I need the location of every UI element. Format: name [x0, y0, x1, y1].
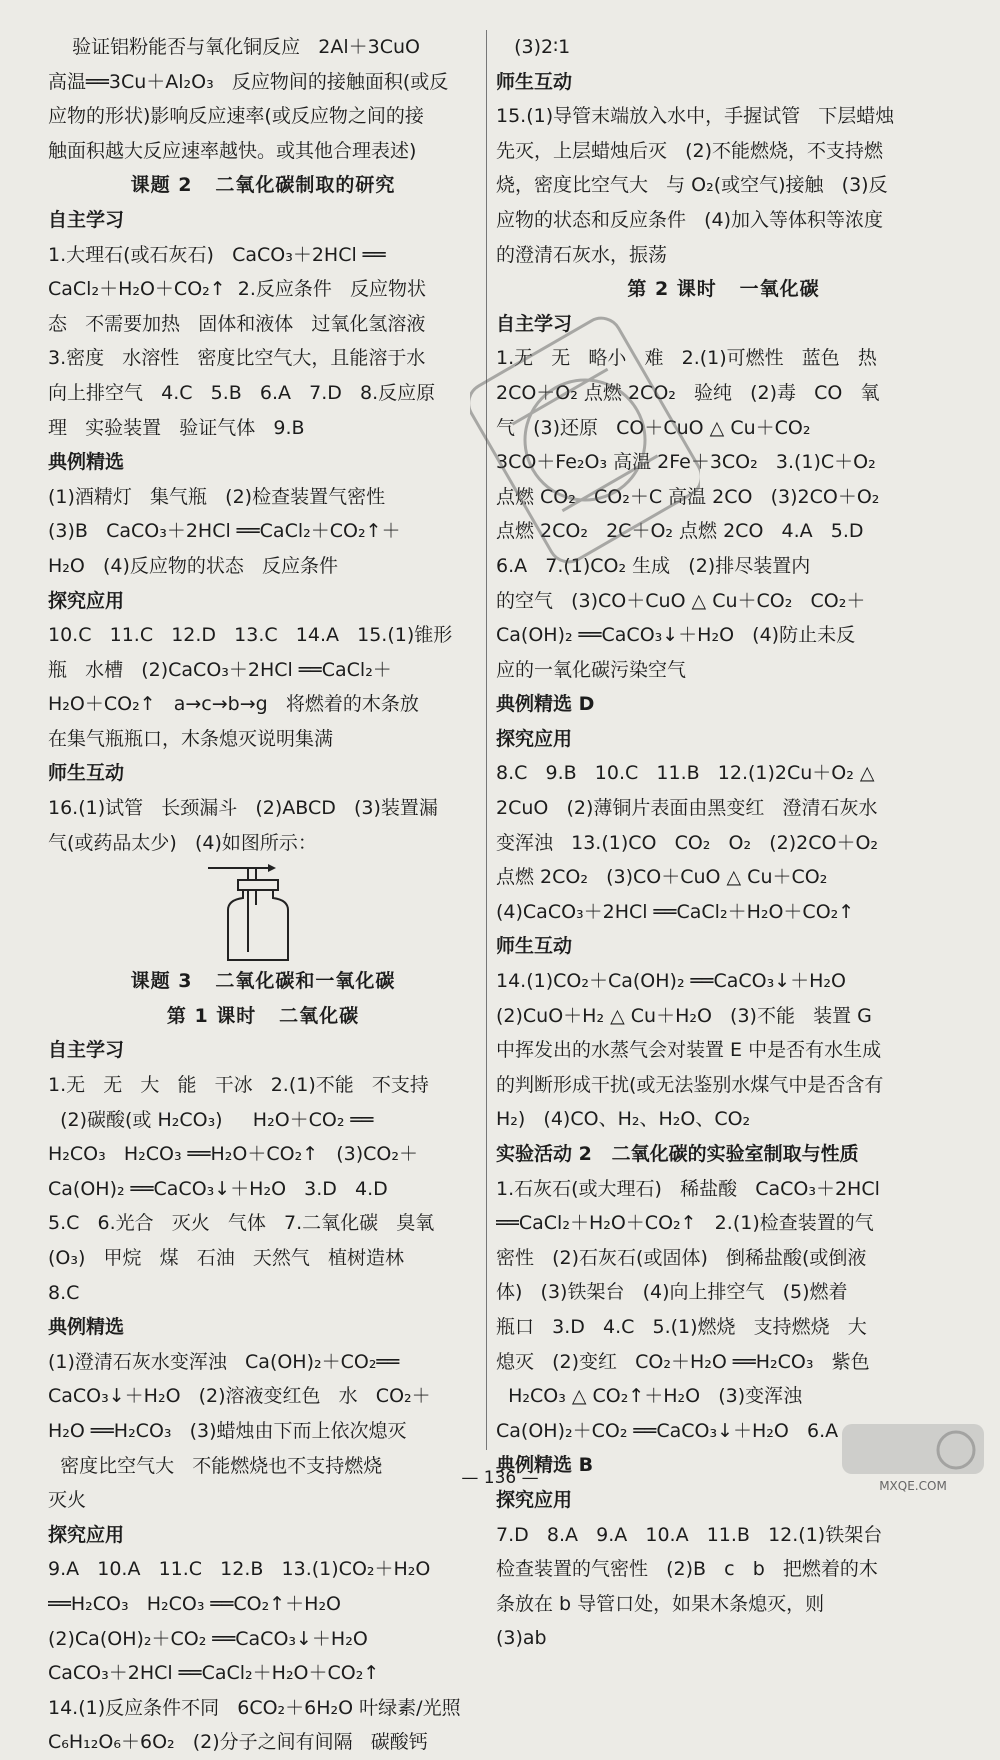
column-divider [486, 30, 487, 1450]
left-line: (2)碳酸(或 H₂CO₃) H₂O＋CO₂ ══ [48, 1108, 374, 1131]
left-line: 9.A 10.A 11.C 12.B 13.(1)CO₂＋H₂O [48, 1558, 431, 1581]
left-line: 应物的形状)影响反应速率(或反应物之间的接 [48, 105, 424, 128]
right-line: (2)CuO＋H₂ △ Cu＋H₂O (3)不能 装置 G [496, 1004, 872, 1027]
left-line: (O₃) 甲烷 煤 石油 天然气 植树造林 [48, 1247, 404, 1269]
right-line: 3CO＋Fe₂O₃ 高温 2Fe＋3CO₂ 3.(1)C＋O₂ [496, 451, 876, 474]
right-line: 点燃 2CO₂ (3)CO＋CuO △ Cu＋CO₂ [496, 866, 828, 889]
left-line: 8.C [48, 1281, 80, 1304]
left-line: (1)澄清石灰水变浑浊 Ca(OH)₂＋CO₂══ [48, 1350, 400, 1373]
right-line: 体) (3)铁架台 (4)向上排空气 (5)燃着 [496, 1281, 848, 1304]
right-line: 实验活动 2 二氧化碳的实验室制取与性质 [496, 1143, 859, 1165]
left-line: H₂CO₃ H₂CO₃ ══H₂O＋CO₂↑ (3)CO₂＋ [48, 1143, 419, 1166]
left-line: 探究应用 [48, 589, 125, 612]
left-line: 气(或药品太少) (4)如图所示： [48, 831, 317, 854]
right-line: (3)2∶1 [496, 36, 571, 58]
right-line: Ca(OH)₂ ══CaCO₃↓＋H₂O (4)防止未反 [496, 624, 856, 647]
watermark-text: MXQE.COM [879, 1479, 947, 1493]
left-line: 验证铝粉能否与氧化铜反应 2Al＋3CuO [48, 36, 420, 58]
right-line: 先灭，上层蜡烛后灭 (2)不能燃烧，不支持燃 [496, 139, 884, 162]
left-line: 高温══3Cu＋Al₂O₃ 反应物间的接触面积(或反 [48, 70, 449, 93]
right-line: 瓶口 3.D 4.C 5.(1)燃烧 支持燃烧 大 [496, 1315, 867, 1338]
left-line: 典例精选 [48, 451, 125, 474]
right-line: 自主学习 [496, 312, 573, 335]
right-line: 8.C 9.B 10.C 11.B 12.(1)2Cu＋O₂ △ [496, 762, 875, 785]
right-line: 变浑浊 13.(1)CO CO₂ O₂ (2)2CO＋O₂ [496, 831, 879, 854]
left-line: 自主学习 [48, 208, 125, 231]
right-line: H₂CO₃ △ CO₂↑＋H₂O (3)变浑浊 [496, 1385, 803, 1408]
right-line: 点燃 2CO₂ 2C＋O₂ 点燃 2CO 4.A 5.D [496, 520, 864, 543]
right-column [496, 30, 951, 1656]
right-line: 烧，密度比空气大 与 O₂(或空气)接触 (3)反 [496, 174, 888, 197]
left-line: 触面积越大反应速率越快。或其他合理表述) [48, 139, 417, 162]
right-line: 的空气 (3)CO＋CuO △ Cu＋CO₂ CO₂＋ [496, 589, 866, 612]
left-line: 5.C 6.光合 灭火 气体 7.二氧化碳 臭氧 [48, 1212, 435, 1235]
right-line: ══CaCl₂＋H₂O＋CO₂↑ 2.(1)检查装置的气 [496, 1212, 874, 1235]
left-line: Ca(OH)₂ ══CaCO₃↓＋H₂O 3.D 4.D [48, 1177, 388, 1200]
right-line: 7.D 8.A 9.A 10.A 11.B 12.(1)铁架台 [496, 1523, 883, 1546]
left-line: 14.(1)反应条件不同 6CO₂＋6H₂O 叶绿素/光照 [48, 1696, 461, 1719]
left-line: 态 不需要加热 固体和液体 过氧化氢溶液 [48, 312, 426, 335]
left-line: (1)酒精灯 集气瓶 (2)检查装置气密性 [48, 485, 386, 508]
page-number: — 136 — [461, 1468, 539, 1488]
left-line: C₆H₁₂O₆＋6O₂ (2)分子之间有间隔 碳酸钙 [48, 1731, 428, 1754]
left-line: 第 1 课时 二氧化碳 [166, 1004, 360, 1027]
left-line: CaCO₃＋2HCl ══CaCl₂＋H₂O＋CO₂↑ [48, 1662, 380, 1685]
right-line: 15.(1)导管末端放入水中，手握试管 下层蜡烛 [496, 105, 895, 128]
right-line: 探究应用 [496, 727, 573, 750]
left-line: H₂O＋CO₂↑ a→c→b→g 将燃着的木条放 [48, 693, 419, 716]
left-line: 瓶 水槽 (2)CaCO₃＋2HCl ══CaCl₂＋ [48, 658, 392, 681]
left-line: 理 实验装置 验证气体 9.B [48, 416, 305, 439]
right-line: 检查装置的气密性 (2)B c b 把燃着的木 [496, 1558, 878, 1581]
right-line: 的判断形成干扰(或无法鉴别水煤气中是否含有 [496, 1073, 884, 1096]
right-line: 应物的状态和反应条件 (4)加入等体积等浓度 [496, 208, 884, 231]
right-line: 1.无 无 略小 难 2.(1)可燃性 蓝色 热 [496, 347, 877, 370]
right-line: 6.A 7.(1)CO₂ 生成 (2)排尽装置内 [496, 554, 811, 577]
right-line: 密性 (2)石灰石(或固体) 倒稀盐酸(或倒液 [496, 1246, 867, 1269]
right-line: 中挥发出的水蒸气会对装置 E 中是否有水生成 [496, 1039, 882, 1062]
right-line: (3)ab [496, 1627, 547, 1650]
left-line: 灭火 [48, 1489, 87, 1512]
right-line: 2CO＋O₂ 点燃 2CO₂ 验纯 (2)毒 CO 氧 [496, 381, 880, 404]
left-line: 3.密度 水溶性 密度比空气大，且能溶于水 [48, 347, 426, 370]
left-line: 自主学习 [48, 1039, 125, 1062]
right-line: 14.(1)CO₂＋Ca(OH)₂ ══CaCO₃↓＋H₂O [496, 970, 847, 993]
right-line: 典例精选 D [496, 693, 595, 716]
right-line: 师生互动 [496, 70, 573, 93]
left-line: 10.C 11.C 12.D 13.C 14.A 15.(1)锥形 [48, 624, 453, 647]
right-line: 点燃 CO₂ CO₂＋C 高温 2CO (3)2CO＋O₂ [496, 485, 880, 508]
left-line: 密度比空气大 不能燃烧也不支持燃烧 [48, 1454, 383, 1477]
left-line: CaCO₃↓＋H₂O (2)溶液变红色 水 CO₂＋ [48, 1385, 431, 1408]
right-line: 第 2 课时 一氧化碳 [627, 278, 820, 301]
left-line: H₂O ══H₂CO₃ (3)蜡烛由下而上依次熄灭 [48, 1419, 407, 1442]
right-line: 条放在 b 导管口处，如果木条熄灭，则 [496, 1592, 825, 1615]
right-line: 熄灭 (2)变红 CO₂＋H₂O ══H₂CO₃ 紫色 [496, 1350, 870, 1373]
right-line: 应的一氧化碳污染空气 [496, 658, 687, 681]
right-line: (4)CaCO₃＋2HCl ══CaCl₂＋H₂O＋CO₂↑ [496, 900, 855, 923]
left-line: 典例精选 [48, 1316, 125, 1339]
right-line: 2CuO (2)薄铜片表面由黑变红 澄清石灰水 [496, 797, 878, 820]
right-line: Ca(OH)₂＋CO₂ ══CaCO₃↓＋H₂O 6.A [496, 1419, 839, 1442]
left-line: (3)B CaCO₃＋2HCl ══CaCl₂＋CO₂↑＋ [48, 520, 401, 543]
gas-bottle-figure [48, 860, 478, 964]
left-line: 师生互动 [48, 762, 125, 785]
left-line: CaCl₂＋H₂O＋CO₂↑ 2.反应条件 反应物状 [48, 278, 427, 301]
left-line: 16.(1)试管 长颈漏斗 (2)ABCD (3)装置漏 [48, 797, 438, 820]
right-line: 师生互动 [496, 935, 573, 958]
left-line: 课题 2 二氧化碳制取的研究 [130, 174, 396, 197]
left-line: 1.大理石(或石灰石) CaCO₃＋2HCl ══ [48, 243, 386, 266]
right-line: 的澄清石灰水，振荡 [496, 243, 668, 266]
right-line: 1.石灰石(或大理石) 稀盐酸 CaCO₃＋2HCl [496, 1177, 880, 1200]
left-line: 课题 3 二氧化碳和一氧化碳 [130, 970, 396, 993]
left-line: H₂O (4)反应物的状态 反应条件 [48, 554, 339, 577]
right-line: H₂) (4)CO、H₂、H₂O、CO₂ [496, 1108, 751, 1131]
left-line: (2)Ca(OH)₂＋CO₂ ══CaCO₃↓＋H₂O [48, 1627, 368, 1650]
right-line: 典例精选 B [496, 1454, 594, 1477]
left-line: 在集气瓶瓶口，木条熄灭说明集满 [48, 727, 334, 750]
right-line: 气 (3)还原 CO＋CuO △ Cu＋CO₂ [496, 416, 811, 439]
right-line: 探究应用 [496, 1488, 573, 1511]
left-line: 探究应用 [48, 1523, 125, 1546]
left-column [48, 30, 478, 1760]
left-line: 向上排空气 4.C 5.B 6.A 7.D 8.反应原 [48, 381, 436, 404]
left-line: 1.无 无 大 能 干冰 2.(1)不能 不支持 [48, 1074, 429, 1097]
left-line: ══H₂CO₃ H₂CO₃ ══CO₂↑＋H₂O [48, 1592, 342, 1615]
